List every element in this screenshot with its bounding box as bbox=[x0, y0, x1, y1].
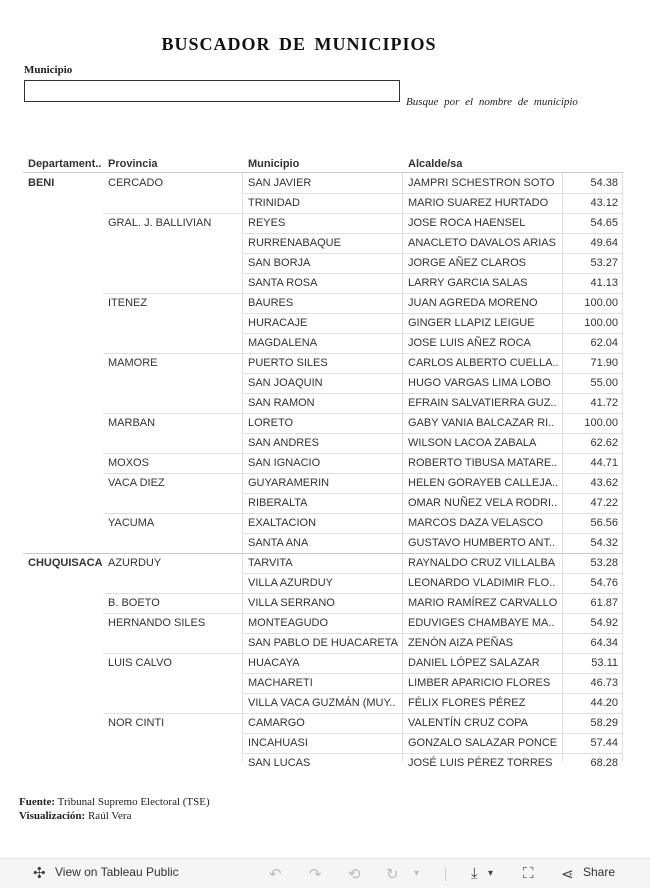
cell-val: 44.20 bbox=[590, 697, 618, 709]
cell-val: 54.76 bbox=[590, 577, 618, 589]
cell-prov: LUIS CALVO bbox=[108, 657, 172, 669]
table-row[interactable] bbox=[23, 233, 623, 253]
cell-mun: MAGDALENA bbox=[248, 337, 318, 349]
search-hint: Busque por el nombre de municipio bbox=[406, 96, 578, 108]
table-row[interactable] bbox=[23, 293, 623, 313]
results-table[interactable] bbox=[23, 172, 623, 769]
cell-alc: LARRY GARCIA SALAS bbox=[408, 277, 528, 289]
table-row[interactable] bbox=[23, 493, 623, 513]
cell-val: 53.27 bbox=[590, 257, 618, 269]
table-row[interactable] bbox=[23, 413, 623, 433]
cell-val: 53.28 bbox=[590, 557, 618, 569]
cell-val: 68.28 bbox=[590, 757, 618, 769]
cell-alc: ANACLETO DAVALOS ARIAS bbox=[408, 237, 556, 249]
cell-val: 47.22 bbox=[590, 497, 618, 509]
tableau-toolbar bbox=[0, 858, 650, 888]
table-row[interactable] bbox=[23, 453, 623, 473]
download-menu-icon[interactable]: ▾ bbox=[488, 868, 494, 879]
header-municipio[interactable]: Municipio bbox=[248, 158, 300, 170]
cell-mun: GUYARAMERIN bbox=[248, 477, 330, 489]
table-row[interactable] bbox=[23, 273, 623, 293]
table-row[interactable] bbox=[23, 613, 623, 633]
share-button[interactable]: Share bbox=[583, 865, 616, 879]
cell-mun: RIBERALTA bbox=[248, 497, 308, 509]
cell-mun: RURRENABAQUE bbox=[248, 237, 341, 249]
cell-alc: GINGER LLAPIZ LEIGUE bbox=[408, 317, 535, 329]
cell-alc: JUAN AGREDA MORENO bbox=[408, 297, 538, 309]
cell-prov: GRAL. J. BALLIVIAN bbox=[108, 217, 212, 229]
cell-val: 62.62 bbox=[590, 437, 618, 449]
table-row[interactable] bbox=[23, 333, 623, 353]
cell-prov: MAMORE bbox=[108, 357, 158, 369]
cell-val: 57.44 bbox=[590, 737, 618, 749]
cell-val: 54.65 bbox=[590, 217, 618, 229]
cell-prov: ITENEZ bbox=[108, 297, 148, 309]
cell-mun: SAN ANDRES bbox=[248, 437, 319, 449]
table-row[interactable] bbox=[23, 753, 623, 773]
cell-prov: YACUMA bbox=[108, 517, 155, 529]
table-row[interactable] bbox=[23, 353, 623, 373]
table-row[interactable] bbox=[23, 473, 623, 493]
cell-prov: AZURDUY bbox=[108, 557, 162, 569]
cell-mun: CAMARGO bbox=[248, 717, 305, 729]
cell-alc: MARIO SUAREZ HURTADO bbox=[408, 197, 549, 209]
table-row[interactable] bbox=[23, 253, 623, 273]
page-title: BUSCADOR DE MUNICIPIOS bbox=[161, 34, 437, 54]
cell-val: 43.62 bbox=[590, 477, 618, 489]
cell-alc: LIMBER APARICIO FLORES bbox=[408, 677, 551, 689]
cell-val: 55.00 bbox=[590, 377, 618, 389]
cell-mun: SAN LUCAS bbox=[248, 757, 311, 769]
cell-mun: EXALTACION bbox=[248, 517, 317, 529]
cell-alc: MARCOS DAZA VELASCO bbox=[408, 517, 544, 529]
filter-label: Municipio bbox=[24, 64, 73, 76]
table-row[interactable] bbox=[23, 553, 623, 573]
refresh-icon[interactable]: ↻ bbox=[386, 866, 399, 883]
table-row[interactable] bbox=[23, 313, 623, 333]
cell-mun: SAN RAMON bbox=[248, 397, 315, 409]
cell-alc: GUSTAVO HUMBERTO ANT.. bbox=[408, 537, 556, 549]
table-row[interactable] bbox=[23, 693, 623, 713]
cell-mun: HURACAJE bbox=[248, 317, 308, 329]
cell-alc: HELEN GORAYEB CALLEJA.. bbox=[408, 477, 559, 489]
cell-val: 54.38 bbox=[590, 177, 618, 189]
undo-icon[interactable]: ↶ bbox=[269, 866, 282, 883]
header-alcalde[interactable]: Alcalde/sa bbox=[408, 158, 463, 170]
cell-alc: ZENÓN AIZA PEÑAS bbox=[408, 637, 514, 649]
municipio-search-input[interactable] bbox=[24, 80, 400, 102]
table-row[interactable] bbox=[23, 173, 623, 193]
cell-mun: PUERTO SILES bbox=[248, 357, 328, 369]
cell-mun: SAN JAVIER bbox=[248, 177, 312, 189]
cell-mun: BAURES bbox=[248, 297, 294, 309]
cell-dep: BENI bbox=[28, 177, 55, 189]
cell-mun: REYES bbox=[248, 217, 286, 229]
cell-val: 61.87 bbox=[590, 597, 618, 609]
cell-mun: LORETO bbox=[248, 417, 294, 429]
cell-prov: HERNANDO SILES bbox=[108, 617, 206, 629]
view-on-tableau-link[interactable]: View on Tableau Public bbox=[55, 865, 179, 879]
header-provincia[interactable]: Provincia bbox=[108, 158, 158, 170]
cell-mun: MONTEAGUDO bbox=[248, 617, 329, 629]
table-row[interactable] bbox=[23, 733, 623, 753]
cell-alc: JAMPRI SCHESTRON SOTO bbox=[408, 177, 555, 189]
cell-mun: HUACAYA bbox=[248, 657, 300, 669]
cell-alc: DANIEL LÓPEZ SALAZAR bbox=[408, 657, 540, 669]
cell-val: 56.56 bbox=[590, 517, 618, 529]
table-row[interactable] bbox=[23, 633, 623, 653]
cell-alc: EFRAIN SALVATIERRA GUZ.. bbox=[408, 397, 557, 409]
cell-val: 41.72 bbox=[590, 397, 618, 409]
cell-alc: EDUVIGES CHAMBAYE MA.. bbox=[408, 617, 555, 629]
source-value: Tribunal Supremo Electoral (TSE) bbox=[57, 796, 210, 808]
table-row[interactable] bbox=[23, 593, 623, 613]
cell-val: 100.00 bbox=[584, 417, 618, 429]
cell-val: 58.29 bbox=[590, 717, 618, 729]
cell-mun: SANTA ANA bbox=[248, 537, 309, 549]
cell-alc: WILSON LACOA ZABALA bbox=[408, 437, 537, 449]
cell-alc: JORGE AÑEZ CLAROS bbox=[408, 257, 526, 269]
source-credit bbox=[19, 796, 210, 808]
cell-alc: ROBERTO TIBUSA MATARE.. bbox=[408, 457, 558, 469]
cell-mun: TARVITA bbox=[248, 557, 293, 569]
cell-mun: SANTA ROSA bbox=[248, 277, 318, 289]
cell-dep: CHUQUISACA bbox=[28, 557, 103, 569]
chevron-down-icon[interactable]: ▾ bbox=[414, 868, 420, 879]
tableau-logo-icon: ✣ bbox=[33, 865, 46, 882]
cell-val: 71.90 bbox=[590, 357, 618, 369]
table-row[interactable] bbox=[23, 193, 623, 213]
table-row[interactable] bbox=[23, 533, 623, 553]
cell-val: 53.11 bbox=[591, 657, 618, 669]
cell-alc: FÉLIX FLORES PÉREZ bbox=[408, 697, 526, 709]
cell-val: 54.92 bbox=[590, 617, 618, 629]
table-row[interactable] bbox=[23, 573, 623, 593]
cell-alc: RAYNALDO CRUZ VILLALBA bbox=[408, 557, 556, 569]
header-departamento[interactable]: Departament.. bbox=[28, 158, 102, 170]
cell-alc: GONZALO SALAZAR PONCE bbox=[408, 737, 558, 749]
cell-alc: CARLOS ALBERTO CUELLA.. bbox=[408, 357, 559, 369]
fullscreen-icon[interactable]: ⛶ bbox=[523, 865, 534, 882]
cell-alc: HUGO VARGAS LIMA LOBO bbox=[408, 377, 551, 389]
table-row[interactable] bbox=[23, 653, 623, 673]
toolbar-separator bbox=[445, 867, 446, 881]
cell-val: 54.32 bbox=[590, 537, 618, 549]
visualization-credit bbox=[19, 810, 131, 822]
cell-mun: VILLA VACA GUZMÁN (MUY.. bbox=[248, 697, 396, 709]
table-row[interactable] bbox=[23, 393, 623, 413]
revert-icon[interactable]: ⟲ bbox=[348, 866, 361, 883]
cell-prov: B. BOETO bbox=[108, 597, 160, 609]
table-row[interactable] bbox=[23, 373, 623, 393]
cell-val: 100.00 bbox=[584, 297, 618, 309]
cell-prov: NOR CINTI bbox=[108, 717, 165, 729]
cell-alc: VALENTÍN CRUZ COPA bbox=[408, 717, 528, 729]
table-row[interactable] bbox=[23, 673, 623, 693]
cell-alc: JOSÉ LUIS PÉREZ TORRES bbox=[408, 757, 553, 769]
cell-val: 44.71 bbox=[590, 457, 618, 469]
cell-alc: LEONARDO VLADIMIR FLO.. bbox=[408, 577, 556, 589]
source-label: Fuente: bbox=[19, 796, 56, 808]
cell-val: 49.64 bbox=[590, 237, 618, 249]
cell-mun: VILLA AZURDUY bbox=[248, 577, 333, 589]
cell-alc: GABY VANIA BALCAZAR RI.. bbox=[408, 417, 555, 429]
cell-val: 41.13 bbox=[590, 277, 618, 289]
cell-prov: MOXOS bbox=[108, 457, 149, 469]
cell-val: 43.12 bbox=[590, 197, 618, 209]
share-icon[interactable]: ⋖ bbox=[561, 866, 574, 883]
cell-val: 46.73 bbox=[590, 677, 618, 689]
cell-prov: MARBAN bbox=[108, 417, 156, 429]
table-row[interactable] bbox=[23, 513, 623, 533]
table-row[interactable] bbox=[23, 713, 623, 733]
cell-val: 62.04 bbox=[590, 337, 618, 349]
cell-mun: TRINIDAD bbox=[248, 197, 300, 209]
cell-prov: VACA DIEZ bbox=[108, 477, 165, 489]
download-icon[interactable]: ⤓ bbox=[471, 865, 478, 882]
cell-mun: MACHARETI bbox=[248, 677, 313, 689]
cell-alc: OMAR NUÑEZ VELA RODRI.. bbox=[408, 497, 558, 509]
table-row[interactable] bbox=[23, 213, 623, 233]
visualization-value: Raúl Vera bbox=[87, 810, 132, 822]
cell-mun: SAN JOAQUIN bbox=[248, 377, 323, 389]
visualization-label: Visualización: bbox=[19, 810, 86, 822]
cell-prov: CERCADO bbox=[108, 177, 164, 189]
cell-mun: SAN BORJA bbox=[248, 257, 311, 269]
redo-icon[interactable]: ↷ bbox=[309, 866, 322, 883]
cell-alc: JOSE LUIS AÑEZ ROCA bbox=[408, 337, 531, 349]
cell-val: 64.34 bbox=[590, 637, 618, 649]
table-row[interactable] bbox=[23, 433, 623, 453]
cell-alc: JOSE ROCA HAENSEL bbox=[408, 217, 526, 229]
cell-mun: VILLA SERRANO bbox=[248, 597, 335, 609]
cell-mun: SAN IGNACIO bbox=[248, 457, 321, 469]
cell-alc: MARIO RAMÍREZ CARVALLO bbox=[408, 597, 558, 609]
cell-mun: SAN PABLO DE HUACARETA bbox=[248, 637, 398, 649]
cell-val: 100.00 bbox=[584, 317, 618, 329]
cell-mun: INCAHUASI bbox=[248, 737, 308, 749]
